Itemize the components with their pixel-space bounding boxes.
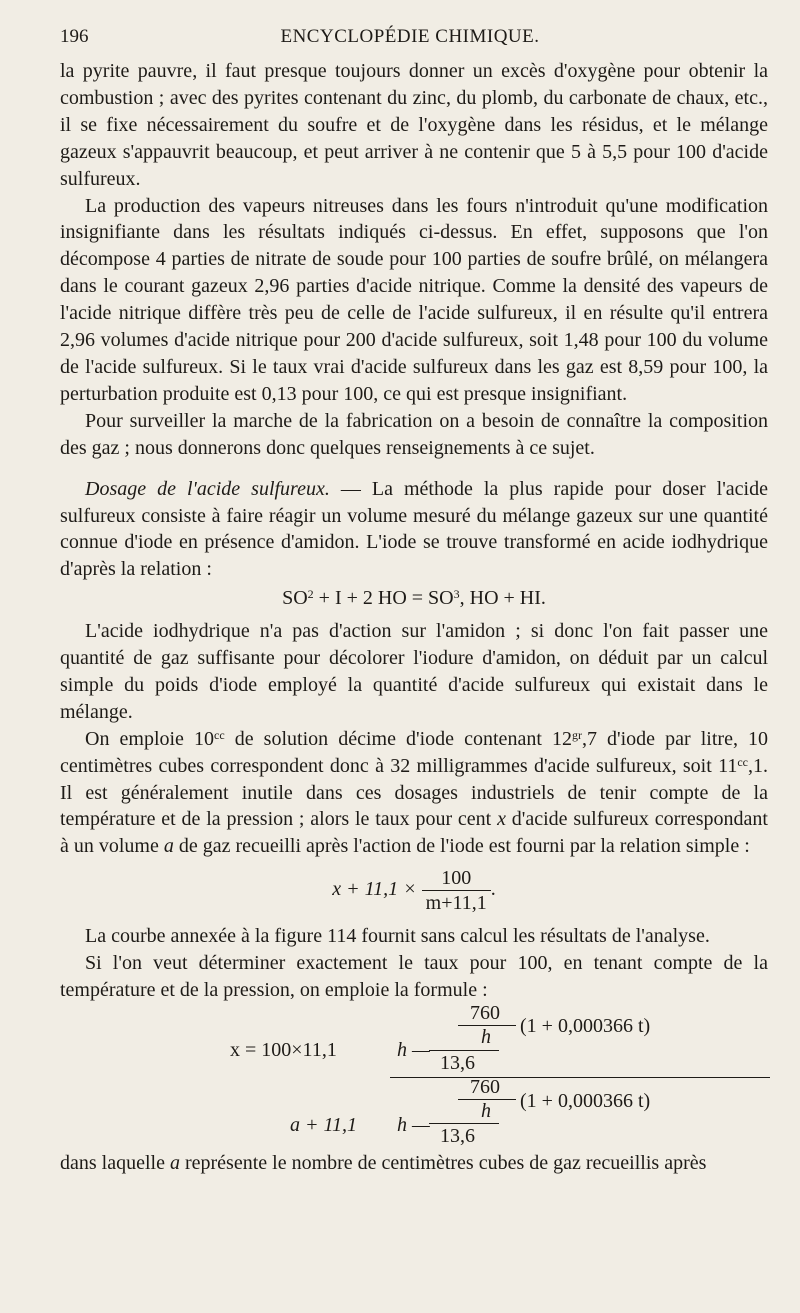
eq2-end: .: [490, 878, 496, 901]
paragraph-2: La production des vapeurs nitreuses dans les fours n'introduit qu'une modification insignifiante dans les résultats indiqués ci-dessus. En effet, supposons que l'on décompose 4 parties de nitrate de soude pour 100 parties de soufre brûlé, on mélangera dans le courant gazeux 2,96 parties d'acide nitrique. Comme la densité des vapeurs de l'acide nitrique diffère très peu de celle de l'acide sulfureux, il en résulte qu'il entrera 2,96 volumes d'acide nitrique pour 200 d'acide sulfureux, soit 1,48 pour 100 du volume de l'acide sulfureux. Si le taux vrai d'acide sulfureux dans les gaz est 8,59 pour 100, la perturbation produite est 0,13 pour 100, ce qui est presque insignifiant.: [60, 194, 768, 405]
eq3-num-hminus: h —: [397, 1039, 430, 1061]
running-title: ENCYCLOPÉDIE CHIMIQUE.: [280, 26, 540, 47]
var-x: x: [497, 808, 506, 831]
eq3-den-a: a + 11,1: [290, 1114, 358, 1136]
p6-part-c: ,7 d'iode par litre, 10 centimètres cubes correspondent donc à 32 milligrammes d'acide sulfureux, soit 11: [60, 727, 769, 777]
eq1-sup-a: 2: [307, 587, 314, 602]
eq1-part-b: + I + 2 HO = SO: [313, 587, 454, 610]
eq2-fraction: [422, 866, 491, 915]
eq3-den-tail: (1 + 0,000366 t): [520, 1090, 651, 1112]
paragraph-6: [60, 726, 768, 861]
equation-reaction: [60, 585, 768, 612]
paragraph-7: La courbe annexée à la figure 114 fournit sans calcul les résultats de l'analyse.: [85, 925, 710, 948]
p6-part-a: On emploie 10: [85, 727, 215, 750]
paragraph-9: [60, 1150, 768, 1177]
var-a: a: [163, 835, 174, 858]
p6-part-d: ,1. Il est généralement inutile dans ces dosages industriels de tenir compte de la température et de la pression ; alors le taux pour cent: [60, 754, 768, 831]
eq3-den-760: 760: [470, 1076, 500, 1098]
eq3-num-760: 760: [470, 1002, 500, 1024]
paragraph-3: Pour surveiller la marche de la fabrication on a besoin de connaître la composition des gaz ; nous donnerons donc quelques renseignements à ce sujet.: [60, 409, 768, 459]
eq1-part-a: SO: [282, 587, 308, 610]
eq1-part-c: , HO + HI.: [459, 587, 546, 610]
paragraph-5: L'acide iodhydrique n'a pas d'action sur l'amidon ; si donc l'on fait passer une quantité de gaz suffisante pour décolorer l'iodure d'amidon, on déduit par un calcul simple du poids d'iode employé la quantité d'acide sulfureux qui existait dans le mélange.: [60, 620, 768, 723]
p9-part-a: dans laquelle: [60, 1152, 170, 1174]
eq3-den-hminus: h —: [397, 1114, 430, 1136]
p9-part-b: représente le nombre de centimètres cubes de gaz recueillis après: [179, 1152, 707, 1174]
section-title: Dosage de l'acide sulfureux.: [85, 477, 330, 500]
paragraph-1: la pyrite pauvre, il faut presque toujours donner un excès d'oxygène pour obtenir la combustion ; avec des pyrites contenant du zinc, du plomb, du carbonate de chaux, etc., il se fixe nécessairement du soufre et de l'oxygène dans les résidus, et le mélange gazeux s'appauvrit beaucoup, et peut arriver à ne contenir que 5 à 5,5 pour 100 d'acide sulfureux.: [60, 60, 768, 190]
eq1-sup-b: 3: [453, 587, 460, 602]
eq3-num-136: 13,6: [440, 1052, 475, 1074]
equation-exact: [60, 1002, 768, 1147]
page-body: [60, 58, 768, 1177]
eq2-numerator: 100: [441, 867, 472, 890]
paragraph-4: [60, 476, 768, 584]
eq3-num-tail: (1 + 0,000366 t): [520, 1015, 651, 1037]
var-a-2: a: [169, 1152, 180, 1174]
equation-simple: [60, 866, 768, 915]
paragraph-4-text: — La méthode la plus rapide pour doser l'acide sulfureux consiste à faire réagir un volume mesuré du mélange gazeux sur une quantité connue d'iode en présence d'amidon. L'iode se trouve transformé en acide iodhydrique d'après la relation :: [60, 477, 768, 581]
eq3-den-136: 13,6: [440, 1125, 475, 1147]
page-number: 196: [60, 26, 89, 47]
eq3-main-bar: [390, 1077, 770, 1078]
eq2-denominator: m+11,1: [422, 890, 491, 915]
p6-part-b: de solution décime d'iode contenant 12: [224, 727, 572, 750]
eq2-lhs: x + 11,1 ×: [332, 878, 417, 901]
paragraph-8: Si l'on veut déterminer exactement le taux pour 100, en tenant compte de la température et de la pression, on emploie la formule :: [60, 952, 768, 1002]
eq3-lhs: x = 100×11,1: [230, 1039, 337, 1061]
p6-part-e: d'acide sulfureux correspondant à un volume: [60, 808, 768, 858]
eq3-num-h: h: [481, 1026, 491, 1048]
unit-gr: gr: [571, 727, 582, 742]
running-header: [60, 26, 760, 48]
eq3-den-h: h: [481, 1100, 491, 1122]
p6-part-f: de gaz recueilli après l'action de l'iode est fourni par la relation simple :: [173, 835, 750, 858]
unit-cc: cc: [214, 727, 225, 742]
unit-cc-2: cc: [737, 754, 748, 769]
